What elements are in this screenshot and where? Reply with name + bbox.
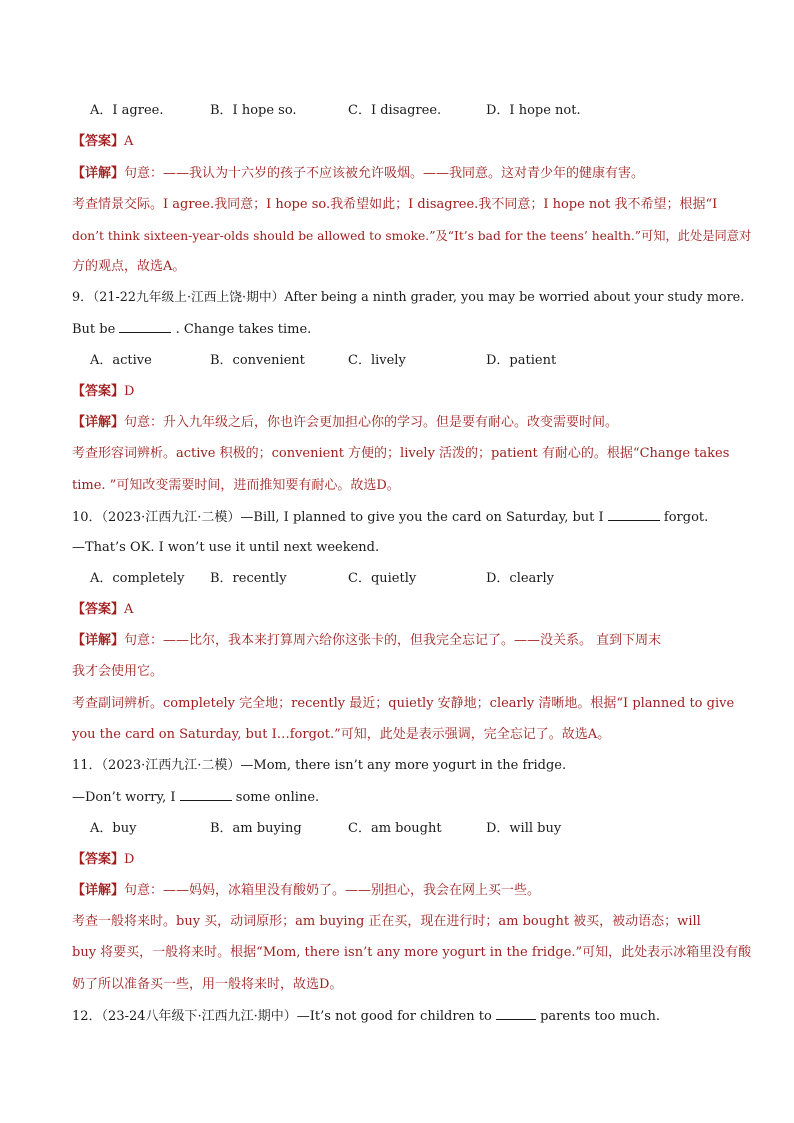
q10-detail-4: you the card on Saturday, but I…forgot.”可知，此处是表示强调，完全忘记了。故选A。	[72, 727, 611, 742]
q9-detail-3: time. ”可知改变需要时间，进而推知要有耐心。故选D。	[72, 478, 400, 493]
q11-detail-4: 奶了所以准备买一些，用一般将来时，故选D。	[72, 977, 343, 992]
detail-tag: 【详解】	[72, 415, 125, 430]
answer-tag: 【答案】	[72, 384, 125, 399]
q9-option-b: B．convenient	[210, 353, 305, 368]
answer-tag: 【答案】	[72, 852, 125, 867]
q11-detail-3: buy 将要买，一般将来时。根据“Mom, there isn’t any more yogurt in the fridge.”可知，此处表示冰箱里没有酸	[72, 945, 752, 960]
stem-text: forgot.	[659, 510, 709, 525]
q11-detail-2: 考查一般将来时。buy 买，动词原形；am buying 正在买，现在进行时；am bought 被买，被动语态；will	[72, 914, 701, 929]
q9-option-c: C．lively	[348, 353, 406, 368]
answer-value: D	[124, 852, 135, 867]
q10-detail-2: 我才会使用它。	[72, 664, 164, 679]
answer-value: A	[124, 134, 134, 149]
answer-blank	[119, 321, 171, 333]
q10-option-b: B．recently	[210, 571, 287, 586]
q10-stem-1	[72, 509, 708, 526]
q10-option-c: C．quietly	[348, 571, 417, 586]
q9-option-d: D．patient	[486, 353, 557, 368]
q9-stem-1: 9．（21-22九年级上·江西上饶·期中）After being a ninth grader, you may be worried about your study more.	[72, 290, 745, 305]
stem-text: 12．（23-24八年级下·江西九江·期中）—It’s not good for children to	[72, 1009, 496, 1024]
answer-tag: 【答案】	[72, 134, 125, 149]
q11-answer	[72, 852, 134, 868]
detail-tag: 【详解】	[72, 166, 125, 181]
detail-text: 句意：升入九年级之后，你也许会更加担心你的学习。但是要有耐心。改变需要时间。	[124, 415, 619, 430]
q9-answer	[72, 384, 134, 400]
answer-blank	[180, 789, 232, 801]
stem-text: —Don’t worry, I	[72, 790, 180, 805]
detail-tag: 【详解】	[72, 883, 125, 898]
q8-option-a: A．I agree.	[90, 103, 164, 118]
detail-text: 句意：——妈妈，冰箱里没有酸奶了。——别担心，我会在网上买一些。	[124, 883, 541, 898]
q11-stem-2	[72, 789, 319, 806]
q9-detail-1	[72, 415, 618, 431]
q12-stem-1	[72, 1008, 660, 1025]
q8-detail-1	[72, 166, 644, 182]
q10-detail-1	[72, 633, 661, 649]
detail-text: 句意：——比尔，我本来打算周六给你这张卡的，但我完全忘记了。——没关系。 直到下周末	[124, 633, 662, 648]
q10-option-a: A．completely	[90, 571, 185, 586]
q11-stem-1: 11．（2023·江西九江·二模）—Mom, there isn’t any more yogurt in the fridge.	[72, 758, 567, 773]
q8-option-c: C．I disagree.	[348, 103, 442, 118]
stem-text: parents too much.	[535, 1009, 660, 1024]
q11-detail-1	[72, 883, 540, 899]
answer-tag: 【答案】	[72, 602, 125, 617]
stem-text: 10．（2023·江西九江·二模）—Bill, I planned to give you the card on Saturday, but I	[72, 510, 608, 525]
q11-option-b: B．am buying	[210, 821, 302, 836]
q9-detail-2: 考查形容词辨析。active 积极的；convenient 方便的；lively 活泼的；patient 有耐心的。根据“Change takes	[72, 446, 730, 461]
q10-option-d: D．clearly	[486, 571, 555, 586]
q11-option-c: C．am bought	[348, 821, 442, 836]
q8-answer	[72, 134, 133, 150]
stem-text: But be	[72, 322, 120, 337]
stem-text: some online.	[231, 790, 320, 805]
answer-value: A	[124, 602, 134, 617]
q11-option-a: A．buy	[90, 821, 137, 836]
stem-text: . Change takes time.	[171, 322, 312, 337]
answer-value: D	[124, 384, 135, 399]
detail-text: 句意：——我认为十六岁的孩子不应该被允许吸烟。——我同意。这对青少年的健康有害。	[124, 166, 645, 181]
q8-detail-3: don’t think sixteen-year-olds should be allowed to smoke.”及“It’s bad for the teens’ health.”可知，此处是同意对	[72, 229, 752, 243]
detail-tag: 【详解】	[72, 633, 125, 648]
q11-option-d: D．will buy	[486, 821, 562, 836]
q10-stem-2: —That’s OK. I won’t use it until next weekend.	[72, 540, 380, 555]
q9-option-a: A．active	[90, 353, 152, 368]
q9-stem-2	[72, 321, 311, 338]
q8-detail-2: 考查情景交际。I agree.我同意；I hope so.我希望如此；I disagree.我不同意；I hope not 我不希望；根据“I	[72, 197, 718, 212]
q8-detail-4: 方的观点，故选A。	[72, 259, 186, 274]
q8-option-b: B．I hope so.	[210, 103, 297, 118]
q10-detail-3: 考查副词辨析。completely 完全地；recently 最近；quietly 安静地；clearly 清晰地。根据“I planned to give	[72, 696, 735, 711]
q10-answer	[72, 602, 133, 618]
answer-blank	[496, 1008, 536, 1020]
answer-blank	[608, 509, 660, 521]
q8-option-d: D．I hope not.	[486, 103, 581, 118]
